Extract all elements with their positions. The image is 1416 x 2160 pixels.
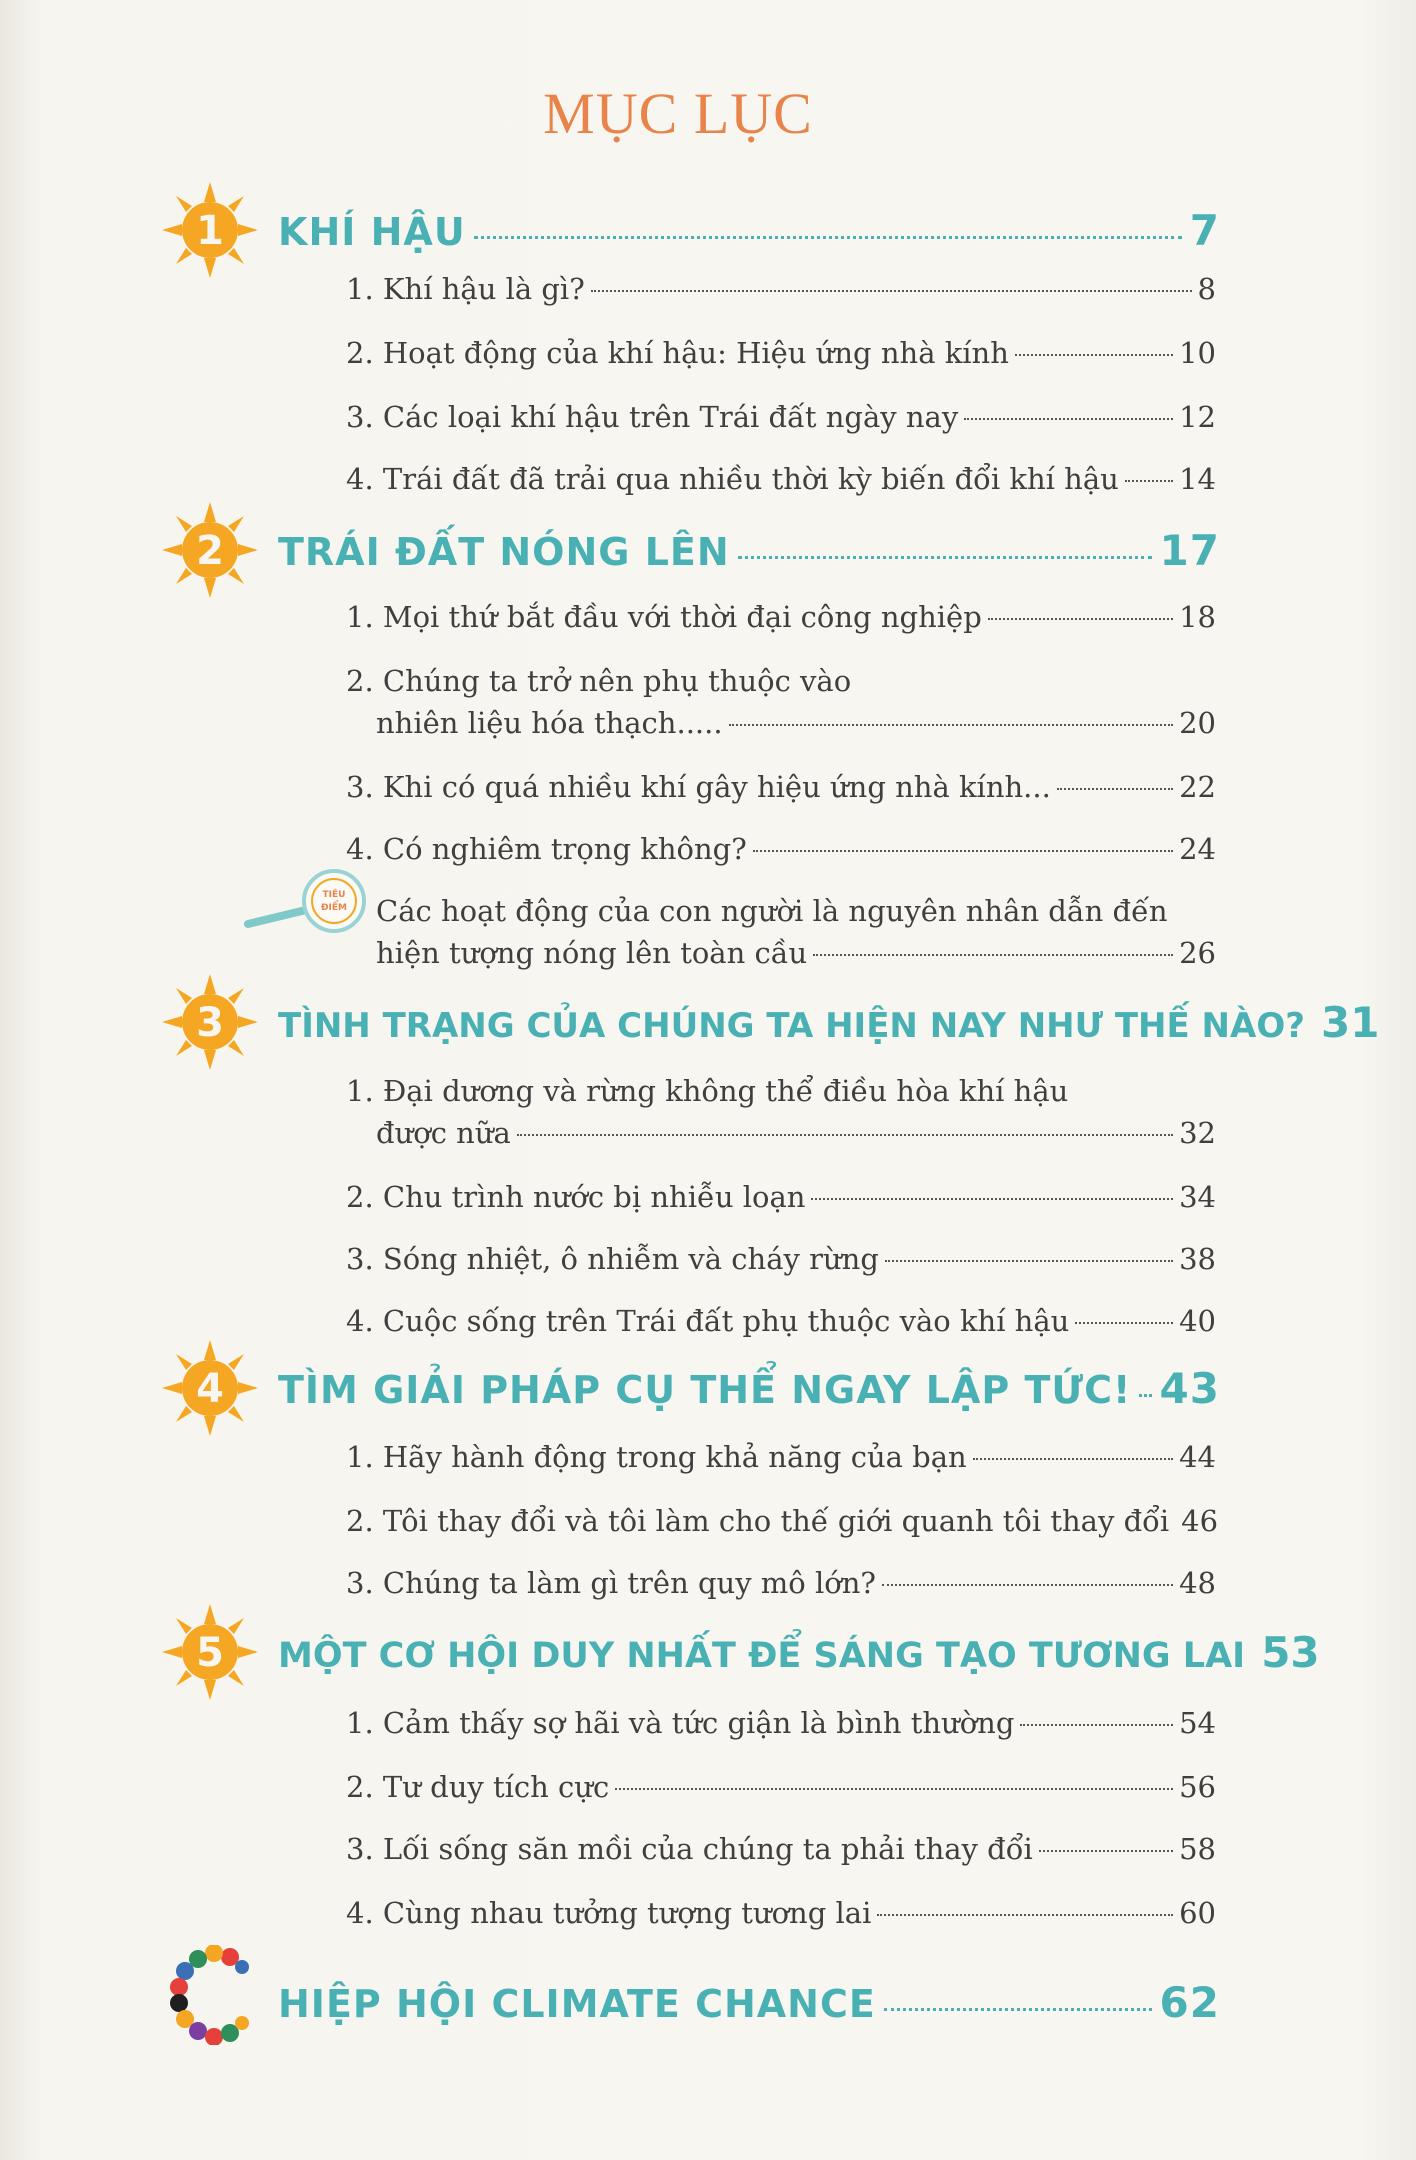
chapter-2-heading[interactable]	[160, 500, 1220, 600]
toc-entry[interactable]: 1. Cảm thấy sợ hãi và tức giận là bình thường 54	[346, 1706, 1216, 1740]
chapter-2-number: 2	[196, 528, 224, 574]
dot-leader	[474, 236, 1182, 239]
toc-entry[interactable]: 3. Sóng nhiệt, ô nhiễm và cháy rừng 38	[346, 1242, 1216, 1276]
sun-3-icon	[160, 972, 260, 1072]
chapter-5-title: MỘT CƠ HỘI DUY NHẤT ĐỂ SÁNG TẠO TƯƠNG LAI	[278, 1636, 1246, 1676]
chapter-4-title: TÌM GIẢI PHÁP CỤ THỂ NGAY LẬP TỨC!	[278, 1368, 1132, 1412]
chapter-1-number: 1	[196, 208, 224, 254]
toc-entry[interactable]: 3. Khi có quá nhiều khí gây hiệu ứng nhà kính... 22	[346, 770, 1216, 804]
toc-entry[interactable]: 4. Trái đất đã trải qua nhiều thời kỳ biến đổi khí hậu 14	[346, 462, 1216, 496]
toc-entry[interactable]: 4. Cuộc sống trên Trái đất phụ thuộc vào khí hậu 40	[346, 1304, 1216, 1338]
toc-entry[interactable]: 1. Hãy hành động trong khả năng của bạn 44	[346, 1440, 1216, 1474]
chapter-4-heading[interactable]	[160, 1338, 1220, 1438]
focus-badge-line2: ĐIỂM	[321, 903, 347, 913]
toc-entry[interactable]: 2. Tôi thay đổi và tôi làm cho thế giới quanh tôi thay đổi 46	[346, 1504, 1219, 1538]
toc-entry[interactable]: 1. Mọi thứ bắt đầu với thời đại công nghiệp 18	[346, 600, 1216, 634]
chapter-3-heading[interactable]	[160, 972, 1380, 1072]
toc-entry[interactable]: 3. Các loại khí hậu trên Trái đất ngày nay 12	[346, 400, 1216, 434]
dot-leader	[1139, 1394, 1151, 1397]
magnifier-focus-icon	[244, 866, 370, 936]
appendix-page: 62	[1159, 1978, 1220, 2027]
toc-entry[interactable]: 2. Chúng ta trở nên phụ thuộc vào nhiên liệu hóa thạch..... 20	[346, 664, 1216, 740]
chapter-3-number: 3	[196, 1000, 224, 1046]
toc-entry[interactable]: 3. Chúng ta làm gì trên quy mô lớn? 48	[346, 1566, 1216, 1600]
dot-leader	[738, 556, 1152, 559]
toc-entry[interactable]: 3. Lối sống săn mồi của chúng ta phải thay đổi 58	[346, 1832, 1216, 1866]
toc-entry[interactable]: 2. Hoạt động của khí hậu: Hiệu ứng nhà kính 10	[346, 336, 1216, 370]
toc-entry[interactable]: 1. Khí hậu là gì? 8	[346, 272, 1216, 306]
chapter-1-title: KHÍ HẬU	[278, 210, 466, 254]
toc-entry[interactable]: 1. Đại dương và rừng không thể điều hòa khí hậu được nữa 32	[346, 1074, 1216, 1150]
chapter-2-title: TRÁI ĐẤT NÓNG LÊN	[278, 530, 730, 574]
appendix-heading[interactable]	[160, 1952, 1220, 2052]
chapter-5-number: 5	[196, 1630, 224, 1676]
chapter-5-heading[interactable]	[160, 1602, 1320, 1702]
chapter-2-page: 17	[1159, 526, 1220, 575]
sun-1-icon	[160, 180, 260, 280]
focus-entry[interactable]: Các hoạt động của con người là nguyên nhân dẫn đến hiện tượng nóng lên toàn cầu 26	[376, 894, 1216, 970]
focus-badge-line1: TIÊU	[322, 890, 346, 900]
sun-4-icon	[160, 1338, 260, 1438]
chapter-4-number: 4	[196, 1366, 224, 1412]
sun-5-icon	[160, 1602, 260, 1702]
chapter-1-heading[interactable]	[160, 180, 1220, 280]
sun-2-icon	[160, 500, 260, 600]
appendix-title: HIỆP HỘI CLIMATE CHANCE	[278, 1982, 876, 2026]
chapter-1-page: 7	[1189, 206, 1220, 255]
dot-leader	[884, 2008, 1152, 2011]
chapter-5-page: 53	[1261, 1628, 1320, 1677]
toc-entry[interactable]: 2. Tư duy tích cực 56	[346, 1770, 1216, 1804]
page-title: MỤC LỤC	[543, 81, 813, 146]
toc-entry[interactable]: 2. Chu trình nước bị nhiễu loạn 34	[346, 1180, 1216, 1214]
chapter-4-page: 43	[1159, 1364, 1220, 1413]
toc-entry[interactable]: 4. Cùng nhau tưởng tượng tương lai 60	[346, 1896, 1216, 1930]
chapter-3-title: TÌNH TRẠNG CỦA CHÚNG TA HIỆN NAY NHƯ THẾ NÀO?	[278, 1006, 1305, 1046]
toc-entry[interactable]: 4. Có nghiêm trọng không? 24	[346, 832, 1216, 866]
chapter-3-page: 31	[1320, 998, 1380, 1047]
